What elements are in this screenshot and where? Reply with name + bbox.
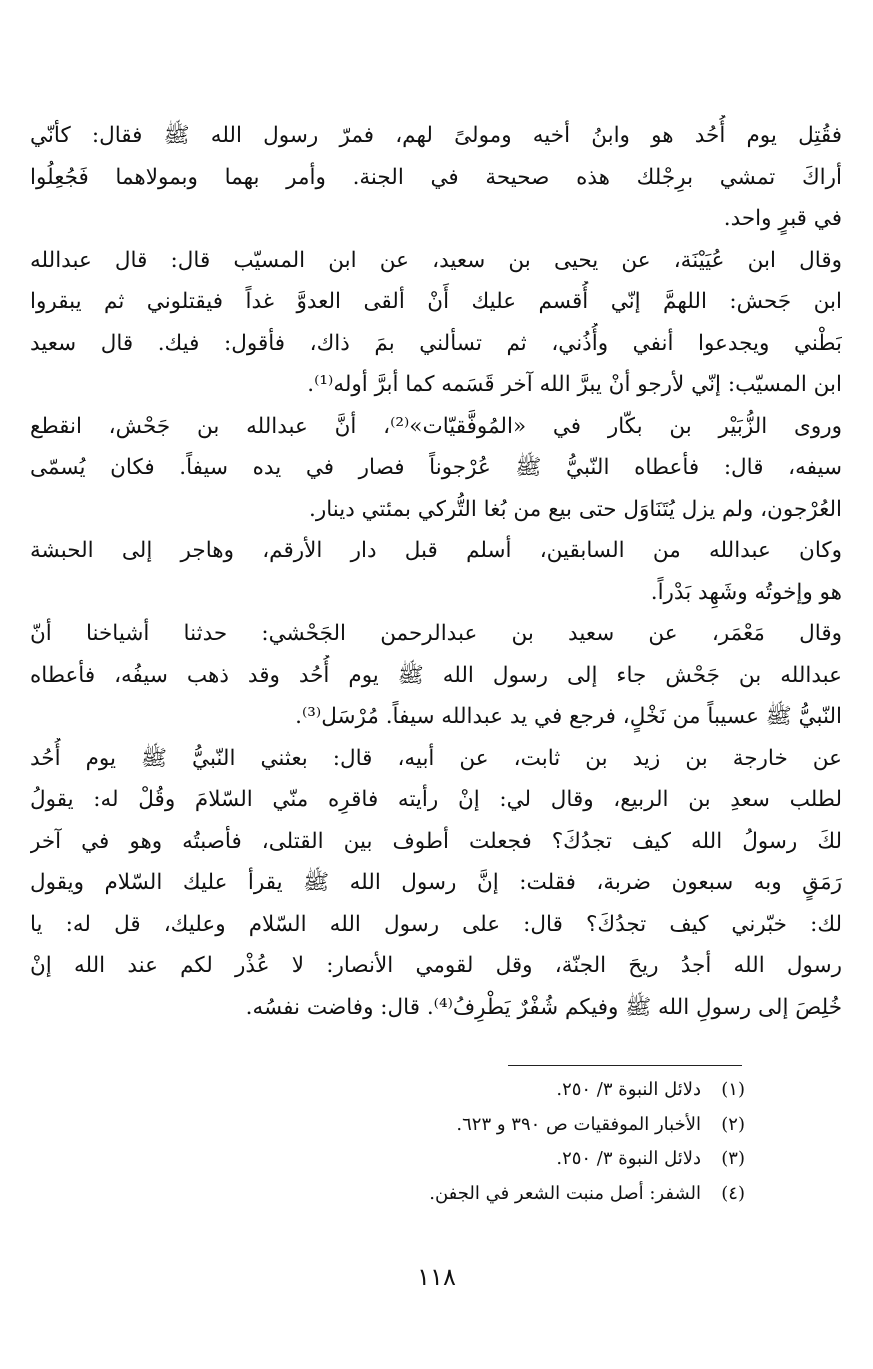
text-line: وكان عبدالله من السابقين، أسلم قبل دار الأرقم، وهاجر إلى الحبشة xyxy=(30,538,842,563)
footnote xyxy=(145,1142,745,1177)
footnote-number: (٢) xyxy=(721,1113,745,1135)
text-line: وروى الزُّبَيْر بن بكّار في «المُوفَّقيّات»⁽²⁾، أنَّ عبدالله بن جَحْش، انقطع xyxy=(30,413,842,439)
text-line: النّبيُّ ﷺ عسيباً من نَخْلٍ، فرجع في يد عبدالله سيفاً. مُرْسَل⁽³⁾. xyxy=(295,704,842,729)
footnote-text: الشفر: أصل منبت الشعر في الجفن. xyxy=(429,1182,701,1204)
footnote xyxy=(145,1177,745,1212)
page-number: ١١٨ xyxy=(417,1263,456,1291)
footnote-number: (١) xyxy=(721,1079,745,1100)
footnote xyxy=(145,1108,745,1143)
text-line: وقال مَعْمَر، عن سعيد بن عبدالرحمن الجَحْشي: حدثنا أشياخنا أنّ xyxy=(30,621,842,646)
text-line: رَمَقٍ وبه سبعون ضربة، فقلت: إنَّ رسول الله ﷺ يقرأ عليك السّلام ويقول xyxy=(30,870,842,895)
footnote xyxy=(145,1073,745,1108)
text-line: هو وإخوتُه وشَهِد بَدْراً. xyxy=(650,579,842,605)
footnote-text: دلائل النبوة ٣/ ٢٥٠. xyxy=(556,1079,701,1100)
footnote-separator xyxy=(508,1065,742,1066)
text-line: لكَ رسولُ الله كيف تجدُكَ؟ فجعلت أطوف بين القتلى، فأصبتُه وهو في آخر xyxy=(30,828,842,854)
main-text xyxy=(30,115,842,1028)
footnote-text: الأخبار الموفقيات ص ٣٩٠ و ٦٢٣. xyxy=(456,1113,701,1135)
text-line: أراكَ تمشي برِجْلك هذه صحيحة في الجنة. وأمر بهما وبمولاهما فَجُعِلُوا xyxy=(30,164,842,190)
text-line: فقُتِل يوم أُحُد هو وابنُ أخيه ومولىً لهم، فمرّ رسول الله ﷺ فقال: كأنّي xyxy=(30,123,842,148)
text-line: وقال ابن عُيَيْنَة، عن يحيى بن سعيد، عن ابن المسيّب قال: قال عبدالله xyxy=(30,247,842,273)
text-line: ابن المسيّب: إنّي لأرجو أنْ يبرَّ الله آخر قَسَمه كما أبرَّ أوله⁽¹⁾. xyxy=(307,372,842,397)
text-line: لطلب سعدِ بن الربيع، وقال لي: إنْ رأيته فاقرِه منّي السّلامَ وقُلْ له: يقولُ xyxy=(30,787,842,812)
text-line: رسول الله أجدُ ريحَ الجنّة، وقل لقومي الأنصار: لا عُذْر لكم عند الله إنْ xyxy=(30,953,842,978)
text-line: في قبرٍ واحد. xyxy=(723,206,842,231)
footnote-number: (٤) xyxy=(721,1182,745,1204)
footnotes xyxy=(145,1073,745,1211)
text-line: لك: خبّرني كيف تجدُكَ؟ قال: على رسول الله السّلام وعليك، قل له: يا xyxy=(30,911,842,937)
text-line: العُرْجون، ولم يزل يُتَنَاوَل حتى بيع من بُغا التُّركي بمئتي دينار. xyxy=(308,496,842,522)
footnote-number: (٣) xyxy=(721,1148,745,1169)
text-line: عن خارجة بن زيد بن ثابت، عن أبيه، قال: بعثني النّبيُّ ﷺ يوم أُحُد xyxy=(30,745,842,771)
text-line: سيفه، قال: فأعطاه النّبيُّ ﷺ عُرْجوناً فصار في يده سيفاً. فكان يُسمّى xyxy=(30,455,842,480)
text-line: عبدالله بن جَحْش جاء إلى رسول الله ﷺ يوم أُحُد وقد ذهب سيفُه، فأعطاه xyxy=(30,662,842,688)
footnote-text: دلائل النبوة ٣/ ٢٥٠. xyxy=(556,1148,701,1169)
text-line: خُلِصَ إلى رسولِ الله ﷺ وفيكم شُفْرٌ يَطْرِفُ⁽⁴⁾. قال: وفاضت نفسُه. xyxy=(245,994,842,1020)
text-line: ابن جَحش: اللهمَّ إنّي أُقسم عليك أَنْ ألقى العدوَّ غداً فيقتلوني ثم يبقروا xyxy=(30,289,842,314)
text-line: بَطْني ويجدعوا أنفي وأُذُني، ثم تسألني بمَ ذاك، فأقول: فيك. قال سعيد xyxy=(30,330,842,356)
